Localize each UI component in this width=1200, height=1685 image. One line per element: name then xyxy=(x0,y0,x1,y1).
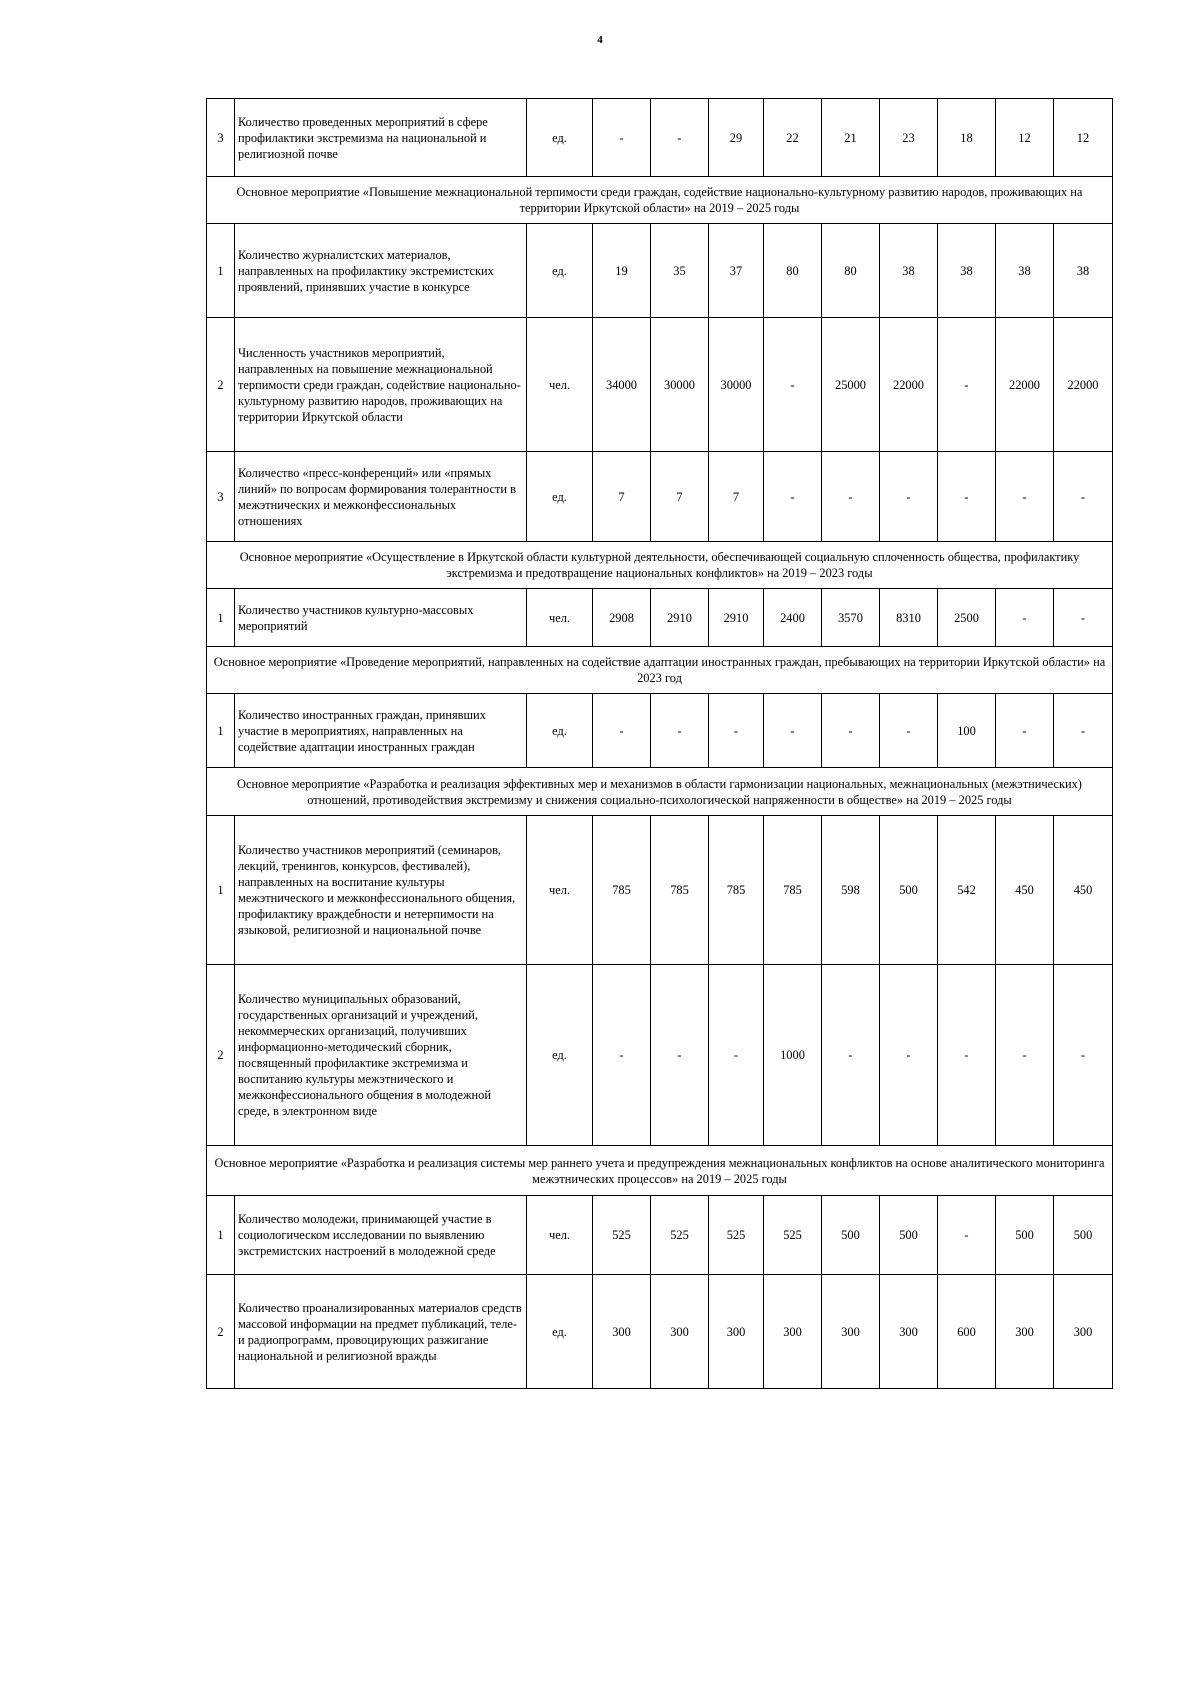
value-cell: 38 xyxy=(880,224,938,318)
unit-cell: ед. xyxy=(527,694,593,768)
unit-cell: ед. xyxy=(527,99,593,177)
section-header-row xyxy=(207,177,1113,224)
value-cell: - xyxy=(651,965,709,1146)
indicator-name: Численность участников мероприятий, направленных на повышение межнациональной терпимости среди граждан, содействие национально-культурному развитию народов, проживающих на территории Иркутской области xyxy=(235,318,527,452)
value-cell: - xyxy=(822,452,880,542)
value-cell: 25000 xyxy=(822,318,880,452)
value-cell: - xyxy=(1054,589,1113,647)
row-number: 1 xyxy=(207,816,235,965)
value-cell: - xyxy=(996,589,1054,647)
indicator-name: Количество проанализированных материалов средств массовой информации на предмет публикаций, теле- и радиопрограмм, провоцирующих разжигание национальной и религиозной вражды xyxy=(235,1275,527,1389)
row-number: 2 xyxy=(207,1275,235,1389)
unit-cell: ед. xyxy=(527,452,593,542)
value-cell: 2910 xyxy=(651,589,709,647)
row-number: 3 xyxy=(207,99,235,177)
value-cell: 500 xyxy=(822,1196,880,1275)
section-title: Основное мероприятие «Разработка и реализация системы мер раннего учета и предупреждения межнациональных конфликтов на основе аналитического мониторинга межэтнических процессов» на 2019 – 2025 годы xyxy=(207,1146,1113,1196)
value-cell: - xyxy=(822,965,880,1146)
unit-cell: чел. xyxy=(527,318,593,452)
value-cell: 34000 xyxy=(593,318,651,452)
row-number: 3 xyxy=(207,452,235,542)
row-number: 2 xyxy=(207,318,235,452)
value-cell: 22000 xyxy=(1054,318,1113,452)
value-cell: - xyxy=(880,965,938,1146)
value-cell: 300 xyxy=(709,1275,764,1389)
value-cell: 7 xyxy=(709,452,764,542)
value-cell: 37 xyxy=(709,224,764,318)
value-cell: 300 xyxy=(651,1275,709,1389)
value-cell: 500 xyxy=(880,816,938,965)
value-cell: 450 xyxy=(1054,816,1113,965)
value-cell: 785 xyxy=(651,816,709,965)
value-cell: - xyxy=(822,694,880,768)
value-cell: 1000 xyxy=(764,965,822,1146)
row-number: 1 xyxy=(207,589,235,647)
table-row xyxy=(207,589,1113,647)
table-row xyxy=(207,99,1113,177)
value-cell: 7 xyxy=(651,452,709,542)
value-cell: 300 xyxy=(996,1275,1054,1389)
value-cell: 100 xyxy=(938,694,996,768)
value-cell: 300 xyxy=(880,1275,938,1389)
unit-cell: чел. xyxy=(527,816,593,965)
indicator-name: Количество журналистских материалов, направленных на профилактику экстремистских проявлений, принявших участие в конкурсе xyxy=(235,224,527,318)
value-cell: - xyxy=(996,452,1054,542)
value-cell: 2910 xyxy=(709,589,764,647)
unit-cell: ед. xyxy=(527,224,593,318)
value-cell: 23 xyxy=(880,99,938,177)
value-cell: 785 xyxy=(764,816,822,965)
value-cell: - xyxy=(764,694,822,768)
value-cell: 3570 xyxy=(822,589,880,647)
value-cell: - xyxy=(1054,965,1113,1146)
section-title: Основное мероприятие «Повышение межнациональной терпимости среди граждан, содействие национально-культурному развитию народов, проживающих на территории Иркутской области» на 2019 – 2025 годы xyxy=(207,177,1113,224)
value-cell: 35 xyxy=(651,224,709,318)
value-cell: 525 xyxy=(764,1196,822,1275)
value-cell: 7 xyxy=(593,452,651,542)
value-cell: 785 xyxy=(593,816,651,965)
indicator-name: Количество молодежи, принимающей участие в социологическом исследовании по выявлению экстремистских настроений в молодежной среде xyxy=(235,1196,527,1275)
value-cell: 500 xyxy=(996,1196,1054,1275)
value-cell: 22000 xyxy=(880,318,938,452)
value-cell: 12 xyxy=(1054,99,1113,177)
value-cell: 525 xyxy=(593,1196,651,1275)
value-cell: 38 xyxy=(938,224,996,318)
section-header-row xyxy=(207,1146,1113,1196)
section-title: Основное мероприятие «Проведение мероприятий, направленных на содействие адаптации иностранных граждан, пребывающих на территории Иркутской области» на 2023 год xyxy=(207,647,1113,694)
row-number: 1 xyxy=(207,1196,235,1275)
value-cell: - xyxy=(938,965,996,1146)
value-cell: - xyxy=(938,1196,996,1275)
value-cell: - xyxy=(880,694,938,768)
value-cell: 785 xyxy=(709,816,764,965)
value-cell: - xyxy=(1054,694,1113,768)
value-cell: - xyxy=(651,694,709,768)
value-cell: 300 xyxy=(764,1275,822,1389)
value-cell: 500 xyxy=(1054,1196,1113,1275)
value-cell: 21 xyxy=(822,99,880,177)
value-cell: - xyxy=(938,452,996,542)
value-cell: 300 xyxy=(593,1275,651,1389)
section-title: Основное мероприятие «Осуществление в Иркутской области культурной деятельности, обеспечивающей социальную сплоченность общества, профилактику экстремизма и предотвращение национальных конфликтов» на 2019 – 2023 годы xyxy=(207,542,1113,589)
unit-cell: ед. xyxy=(527,965,593,1146)
value-cell: 30000 xyxy=(709,318,764,452)
value-cell: - xyxy=(593,694,651,768)
indicator-name: Количество «пресс-конференций» или «прямых линий» по вопросам формирования толерантности в межэтнических и межконфессиональных отношениях xyxy=(235,452,527,542)
indicator-name: Количество иностранных граждан, принявших участие в мероприятиях, направленных на содействие адаптации иностранных граждан xyxy=(235,694,527,768)
value-cell: 80 xyxy=(822,224,880,318)
value-cell: 80 xyxy=(764,224,822,318)
value-cell: - xyxy=(1054,452,1113,542)
section-header-row xyxy=(207,768,1113,816)
row-number: 1 xyxy=(207,694,235,768)
section-title: Основное мероприятие «Разработка и реализация эффективных мер и механизмов в области гармонизации национальных, межнациональных (межэтнических) отношений, противодействия экстремизму и снижения социально-психологической напряженности в обществе» на 2019 – 2025 годы xyxy=(207,768,1113,816)
value-cell: - xyxy=(593,99,651,177)
value-cell: 525 xyxy=(651,1196,709,1275)
value-cell: 500 xyxy=(880,1196,938,1275)
value-cell: 300 xyxy=(822,1275,880,1389)
value-cell: 19 xyxy=(593,224,651,318)
indicator-name: Количество проведенных мероприятий в сфере профилактики экстремизма на национальной и религиозной почве xyxy=(235,99,527,177)
value-cell: - xyxy=(593,965,651,1146)
row-number: 1 xyxy=(207,224,235,318)
table-row xyxy=(207,1275,1113,1389)
unit-cell: ед. xyxy=(527,1275,593,1389)
value-cell: 542 xyxy=(938,816,996,965)
value-cell: - xyxy=(651,99,709,177)
table-row xyxy=(207,965,1113,1146)
indicators-table xyxy=(206,98,1113,1389)
value-cell: 30000 xyxy=(651,318,709,452)
value-cell: - xyxy=(709,965,764,1146)
value-cell: 300 xyxy=(1054,1275,1113,1389)
indicator-name: Количество муниципальных образований, государственных организаций и учреждений, некоммерческих организаций, получивших информационно-методический сборник, посвященный профилактике экстремизма и воспитанию культуры межэтнического и межконфессионального общения в молодежной среде, в электронном виде xyxy=(235,965,527,1146)
value-cell: 525 xyxy=(709,1196,764,1275)
value-cell: - xyxy=(996,965,1054,1146)
value-cell: - xyxy=(764,452,822,542)
value-cell: 598 xyxy=(822,816,880,965)
value-cell: 29 xyxy=(709,99,764,177)
unit-cell: чел. xyxy=(527,589,593,647)
value-cell: 2908 xyxy=(593,589,651,647)
value-cell: 38 xyxy=(1054,224,1113,318)
value-cell: 12 xyxy=(996,99,1054,177)
value-cell: 450 xyxy=(996,816,1054,965)
page-number: 4 xyxy=(597,34,603,46)
table-row xyxy=(207,318,1113,452)
value-cell: - xyxy=(938,318,996,452)
value-cell: - xyxy=(880,452,938,542)
indicator-name: Количество участников культурно-массовых мероприятий xyxy=(235,589,527,647)
value-cell: - xyxy=(709,694,764,768)
section-header-row xyxy=(207,647,1113,694)
unit-cell: чел. xyxy=(527,1196,593,1275)
indicator-name: Количество участников мероприятий (семинаров, лекций, тренингов, конкурсов, фестивалей), направленных на воспитание культуры межэтнического и межконфессионального общения, профилактику враждебности и нетерпимости на языковой, религиозной и национальной почве xyxy=(235,816,527,965)
value-cell: 18 xyxy=(938,99,996,177)
value-cell: 22 xyxy=(764,99,822,177)
table-row xyxy=(207,224,1113,318)
table-row xyxy=(207,694,1113,768)
row-number: 2 xyxy=(207,965,235,1146)
value-cell: - xyxy=(764,318,822,452)
value-cell: 2500 xyxy=(938,589,996,647)
table-row xyxy=(207,1196,1113,1275)
table-row xyxy=(207,452,1113,542)
table-row xyxy=(207,816,1113,965)
value-cell: 600 xyxy=(938,1275,996,1389)
value-cell: 2400 xyxy=(764,589,822,647)
value-cell: - xyxy=(996,694,1054,768)
value-cell: 8310 xyxy=(880,589,938,647)
value-cell: 38 xyxy=(996,224,1054,318)
section-header-row xyxy=(207,542,1113,589)
value-cell: 22000 xyxy=(996,318,1054,452)
